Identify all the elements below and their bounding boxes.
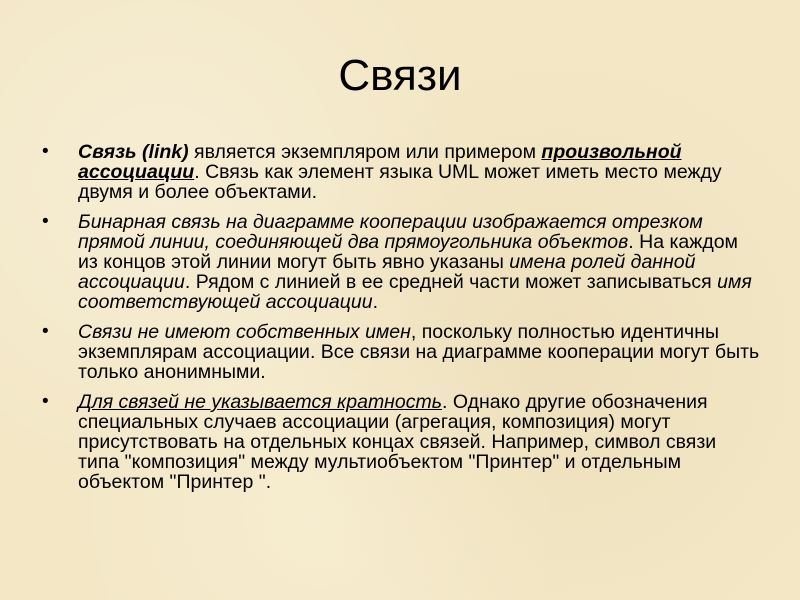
bullet-item xyxy=(40,142,760,202)
bullet-text-part: имена ролей данной ассоциации xyxy=(78,251,696,293)
bullet-text-part: имя соответствующей ассоциации xyxy=(78,271,752,313)
bullet-item xyxy=(40,322,760,382)
bullet-text-part: . Однако другие обозначения специальных случаев ассоциации (агрегация, композиция) могут присутствовать на отдельных концах связей. Например, символ связи типа "композиция" между мультиобъектом "Принтер" и отдельным объектом "Принтер ". xyxy=(78,391,717,493)
bullet-text-part: . На каждом из концов этой линии могут быть явно указаны xyxy=(78,231,738,273)
bullet-marker: • xyxy=(42,211,49,232)
bullet-text-part: Для связей не указывается кратность xyxy=(78,391,443,413)
bullet-text-part: произвольной ассоциации xyxy=(78,141,682,183)
bullet-text-part: Бинарная связь на диаграмме кооперации изображается отрезком прямой линии, соединяющей два прямоугольника объектов xyxy=(78,211,703,253)
bullet-text-part: Связи не имеют собственных имен xyxy=(78,321,411,343)
bullet-text-part: . Связь как элемент языка UML может иметь место между двумя и более объектами. xyxy=(78,161,722,203)
bullet-item xyxy=(40,392,760,492)
bullet-marker: • xyxy=(42,141,49,162)
bullet-text-part: Связь (link) xyxy=(78,141,189,163)
bullet-list xyxy=(40,142,760,502)
bullet-marker: • xyxy=(42,321,49,342)
bullet-marker: • xyxy=(42,391,49,412)
bullet-text-part: . xyxy=(372,291,379,313)
bullet-text-part: является экземпляром или примером xyxy=(188,141,542,163)
bullet-item xyxy=(40,212,760,312)
bullet-text-part: . Рядом с линией в ее средней части может записываться xyxy=(184,271,718,293)
bullet-text-part: , поскольку полностью идентичны экземплярам ассоциации. Все связи на диаграмме кооперации могут быть только анонимными. xyxy=(78,321,760,383)
slide-title: Связи xyxy=(338,51,462,100)
